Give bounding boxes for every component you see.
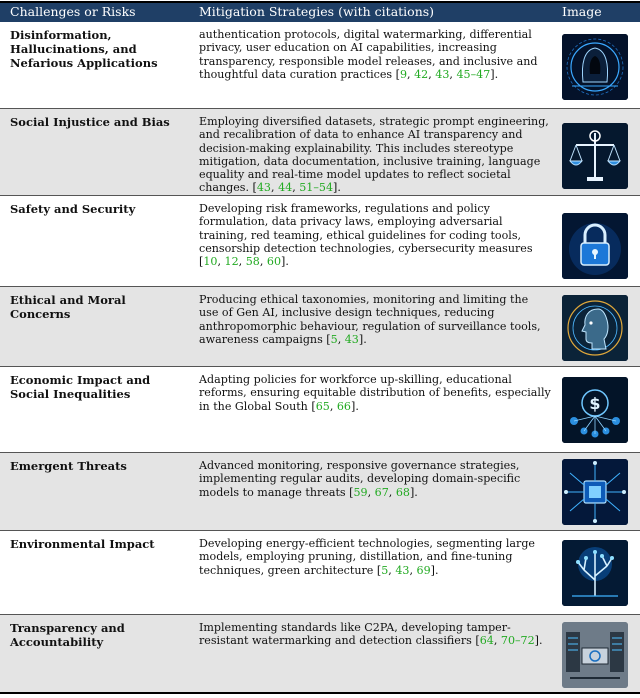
table-row: [0, 453, 640, 531]
challenge-label: Economic Impact and Social Inequalities: [10, 373, 151, 401]
table-row: [0, 196, 640, 287]
padlock-icon: [562, 213, 628, 279]
strategy-text: Developing energy-efficient technologies, segmenting large models, employing pruning, distillation, and fine-tuning techniques, green architecture [5, 43, 69].: [199, 537, 535, 577]
table-row: [0, 531, 640, 615]
dollar-network-icon: [562, 377, 628, 443]
server-room-icon: [562, 622, 628, 688]
strategy-text: authentication protocols, digital watermarking, differential privacy, user education on AI capabilities, increasing transparency, responsible model releases, and inclusive and thoughtful data curation practices [9, 42, 43, 45–47].: [199, 28, 538, 81]
challenge-label: Safety and Security: [10, 202, 136, 216]
ai-head-icon: [562, 295, 628, 361]
challenge-label: Ethical and Moral Concerns: [10, 293, 126, 321]
svg-text:$: $: [589, 394, 601, 413]
hooded-figure-icon: [562, 34, 628, 100]
table-row: [0, 22, 640, 109]
challenge-label: Social Injustice and Bias: [10, 115, 170, 129]
table-row: [0, 615, 640, 692]
table-row: [0, 367, 640, 453]
bottom-rule: [0, 692, 640, 694]
circuit-tree-icon: [562, 540, 628, 606]
strategy-text: Producing ethical taxonomies, monitoring and limiting the use of Gen AI, inclusive design techniques, reducing anthropomorphic behaviour, regulation of surveillance tools, awareness campaigns [5, 43].: [199, 293, 541, 346]
table-row: [0, 287, 640, 367]
table-row: [0, 109, 640, 196]
header-challenges: Challenges or Risks: [10, 4, 136, 19]
challenge-label: Environmental Impact: [10, 537, 155, 551]
header-image: Image: [562, 4, 602, 19]
circuit-chip-icon: [562, 459, 628, 525]
strategy-text: Developing risk frameworks, regulations and policy formulation, data privacy laws, employing adversarial training, red teaming, ethical guidelines for coding tools, censorship detection technologies, cybersecurity measures [10, 12, 58, 60].: [199, 202, 533, 269]
strategy-text: Implementing standards like C2PA, developing tamper-resistant watermarking and detection classifiers [64, 70–72].: [199, 621, 543, 648]
challenge-label: Emergent Threats: [10, 459, 127, 473]
strategy-text: Adapting policies for workforce up-skilling, educational reforms, ensuring equitable distribution of benefits, especially in the Global South [65, 66].: [199, 373, 551, 413]
strategy-text: Employing diversified datasets, strategic prompt engineering, and recalibration of data to enhance AI transparency and decision-making explainability. This includes stereotype mitigation, data documentation, inclusive training, language equality and real-time model updates to reflect societal changes. [43, 44, 51–54].: [199, 115, 549, 195]
header-strategies: Mitigation Strategies (with citations): [199, 4, 435, 19]
table-header: [0, 3, 640, 22]
balance-scale-icon: [562, 123, 628, 189]
challenge-label: Transparency and Accountability: [10, 621, 125, 649]
strategy-text: Advanced monitoring, responsive governance strategies, implementing regular audits, developing domain-specific models to manage threats [59, 67, 68].: [199, 459, 521, 499]
challenge-label: Disinformation, Hallucinations, and Nefarious Applications: [10, 28, 158, 70]
